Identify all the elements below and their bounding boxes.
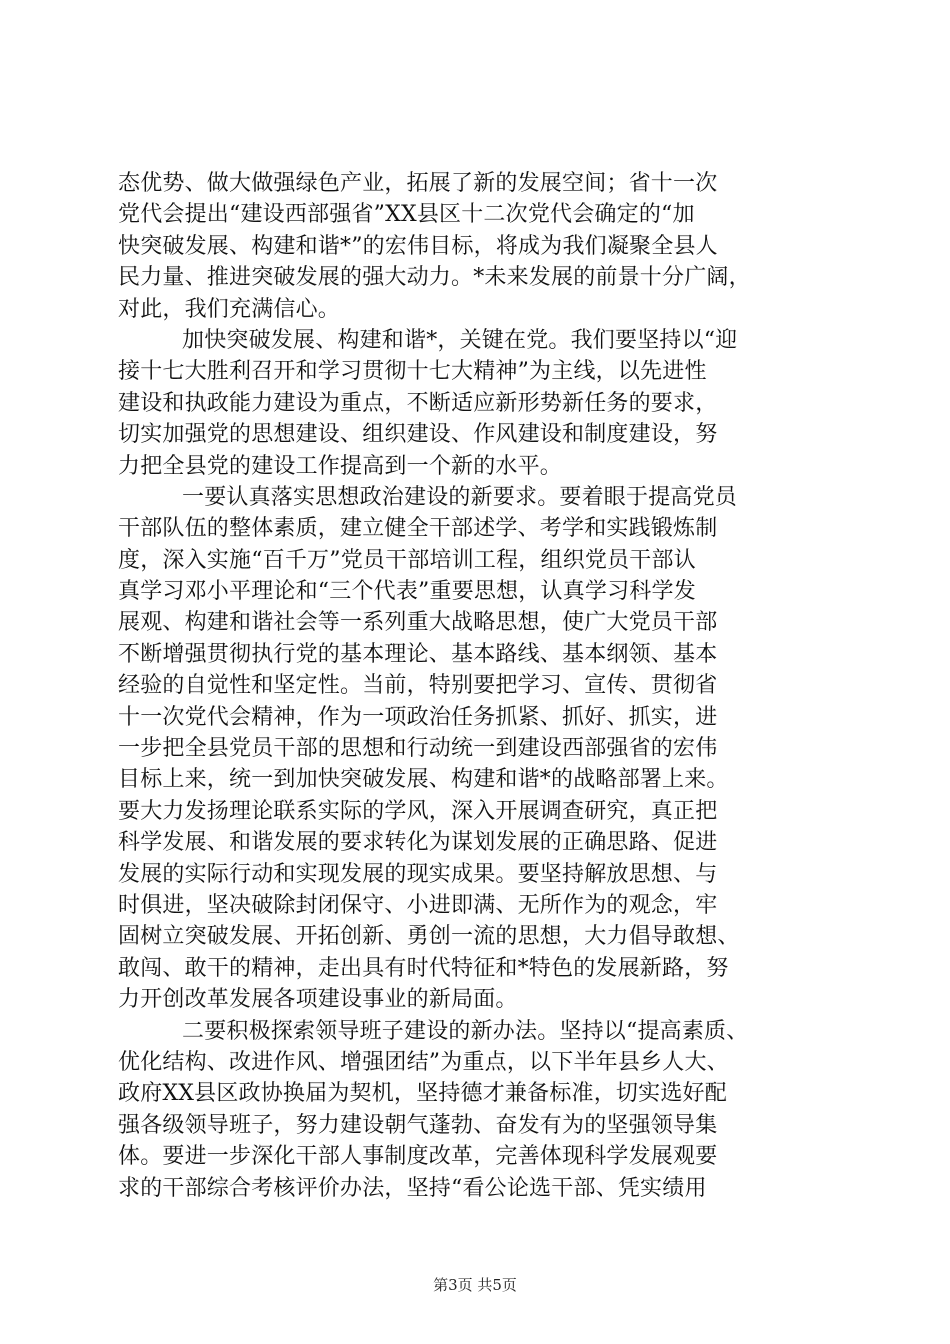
text-line: 一步把全县党员干部的思想和行动统一到建设西部强省的宏伟: [118, 736, 718, 762]
text-line: 加快突破发展、构建和谐*，关键在党。我们要坚持以“迎: [182, 327, 738, 353]
text-line: 政府XX县区政协换届为契机，坚持德才兼备标准，切实选好配: [118, 1081, 727, 1107]
text-line: 真学习邓小平理论和“三个代表”重要思想，认真学习科学发: [118, 579, 696, 605]
text-line: 党代会提出“建设西部强省”XX县区十二次党代会确定的“加: [118, 202, 695, 228]
text-line: 接十七大胜利召开和学习贯彻十七大精神”为主线，以先进性: [118, 359, 707, 385]
text-line: 时俱进，坚决破除封闭保守、小进即满、无所作为的观念，牢: [118, 892, 718, 918]
text-line: 度，深入实施“百千万”党员干部培训工程，组织党员干部认: [118, 547, 696, 573]
text-line: 经验的自觉性和坚定性。当前，特别要把学习、宣传、贯彻省: [118, 673, 718, 699]
text-line: 十一次党代会精神，作为一项政治任务抓紧、抓好、抓实，进: [118, 704, 718, 730]
text-line: 干部队伍的整体素质，建立健全干部述学、考学和实践锻炼制: [118, 516, 718, 542]
text-line: 切实加强党的思想建设、组织建设、作风建设和制度建设，努: [118, 422, 718, 448]
page-number-footer: 第3页 共5页: [433, 1276, 517, 1294]
text-line: 求的干部综合考核评价办法，坚持“看公论选干部、凭实绩用: [118, 1175, 707, 1201]
text-line: 力开创改革发展各项建设事业的新局面。: [118, 987, 518, 1013]
text-line: 态优势、做大做强绿色产业，拓展了新的发展空间；省十一次: [118, 171, 718, 196]
text-line: 强各级领导班子，努力建设朝气蓬勃、奋发有为的坚强领导集: [118, 1112, 718, 1138]
text-line: 要大力发扬理论联系实际的学风，深入开展调查研究，真正把: [118, 798, 718, 824]
text-line: 民力量、推进突破发展的强大动力。*未来发展的前景十分广阔，: [118, 265, 751, 291]
document-body: [118, 168, 838, 1204]
text-line: 不断增强贯彻执行党的基本理论、基本路线、基本纲领、基本: [118, 641, 718, 667]
text-line: 优化结构、改进作风、增强团结”为重点，以下半年县乡人大、: [118, 1049, 729, 1075]
paragraph-3: [118, 482, 838, 1016]
text-line: 科学发展、和谐发展的要求转化为谋划发展的正确思路、促进: [118, 830, 718, 856]
text-line: 建设和执政能力建设为重点，不断适应新形势新任务的要求，: [118, 390, 718, 416]
text-line: 发展的实际行动和实现发展的现实成果。要坚持解放思想、与: [118, 861, 718, 887]
text-line: 固树立突破发展、开拓创新、勇创一流的思想，大力倡导敢想、: [118, 924, 740, 950]
text-line: 快突破发展、构建和谐*”的宏伟目标，将成为我们凝聚全县人: [118, 233, 718, 259]
text-line: 目标上来，统一到加快突破发展、构建和谐*的战略部署上来。: [118, 767, 729, 793]
text-line: 体。要进一步深化干部人事制度改革，完善体现科学发展观要: [118, 1144, 718, 1170]
text-line: 一要认真落实思想政治建设的新要求。要着眼于提高党员: [182, 484, 738, 510]
text-line: 展观、构建和谐社会等一系列重大战略思想，使广大党员干部: [118, 610, 718, 636]
text-line: 力把全县党的建设工作提高到一个新的水平。: [118, 453, 563, 479]
paragraph-2: [118, 325, 838, 482]
text-line: 敢闯、敢干的精神，走出具有时代特征和*特色的发展新路，努: [118, 955, 729, 981]
text-line: 对此，我们充满信心。: [118, 296, 341, 322]
paragraph-1: [118, 168, 838, 325]
text-line: 二要积极探索领导班子建设的新办法。坚持以“提高素质、: [182, 1018, 749, 1044]
paragraph-4: [118, 1016, 838, 1204]
